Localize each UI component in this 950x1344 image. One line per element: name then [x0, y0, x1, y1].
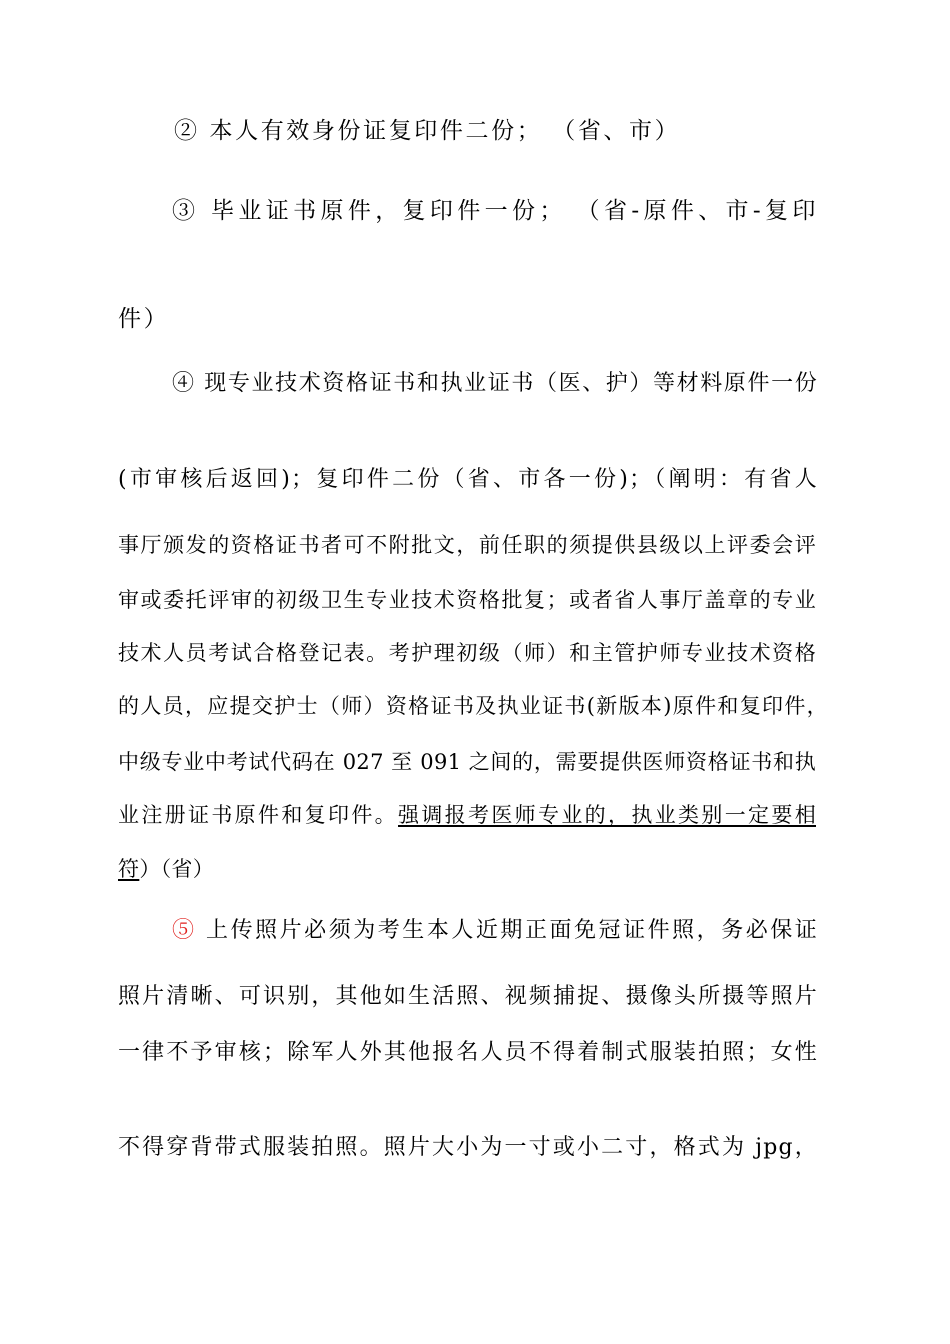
- item-2-line: [174, 116, 734, 146]
- item-5-text: 上传照片必须为考生本人近期正面免冠证件照，务必保证: [196, 918, 818, 943]
- item-5-text-4: 不得穿背带式服装拍照。照片大小为一寸或小二寸，格式为 jpg，: [118, 1135, 818, 1160]
- item-4-line-6: [118, 691, 828, 721]
- item-5-line-4: [118, 1133, 818, 1163]
- item-4-text-6: 的人员，应提交护士（师）资格证书及执业证书(新版本)原件和复印件，: [118, 694, 828, 718]
- item-4-text: ④ 现专业技术资格证书和执业证书（医、护）等材料原件一份: [172, 371, 818, 396]
- item-5-line-3: [118, 1038, 818, 1068]
- item-4-line-3: [118, 530, 816, 560]
- item-5-marker: ⑤: [172, 918, 197, 943]
- item-5-line-2: [118, 982, 818, 1012]
- item-4-text-9-plain: ）（省）: [139, 857, 215, 881]
- item-3-text: ③ 毕业证书原件，复印件一份； （省-原件、市-复印: [172, 198, 818, 224]
- item-4-line-4: [118, 585, 816, 615]
- item-4-text-2: (市审核后返回)；复印件二份（省、市各一份)；（阐明：有省人: [118, 467, 818, 492]
- item-3-line: [172, 196, 818, 226]
- item-4-line-5: [118, 638, 816, 668]
- item-4-line-9: [118, 854, 818, 884]
- item-3-continuation: [118, 304, 818, 334]
- item-4-text-9-underlined: 符: [118, 857, 140, 881]
- item-4-line: [172, 369, 818, 399]
- item-2-text: ② 本人有效身份证复印件二份； （省、市）: [174, 118, 681, 144]
- item-4-line-8: [118, 800, 816, 830]
- item-3-cont-text: 件）: [118, 306, 170, 332]
- item-5-line: [172, 916, 818, 946]
- item-5-text-3: 一律不予审核；除军人外其他报名人员不得着制式服装拍照；女性: [118, 1040, 818, 1065]
- item-4-text-8-underlined: 强调报考医师专业的，执业类别一定要相: [398, 803, 816, 827]
- item-4-text-5: 技术人员考试合格登记表。考护理初级（师）和主管护师专业技术资格: [118, 641, 816, 665]
- item-4-text-7: 中级专业中考试代码在 027 至 091 之间的，需要提供医师资格证书和执: [118, 750, 816, 774]
- item-4-line-7: [118, 747, 816, 777]
- item-4-text-4: 审或委托评审的初级卫生专业技术资格批复；或者省人事厅盖章的专业: [118, 588, 816, 612]
- item-5-text-2: 照片清晰、可识别，其他如生活照、视频捕捉、摄像头所摄等照片: [118, 984, 818, 1009]
- item-4-text-3: 事厅颁发的资格证书者可不附批文，前任职的须提供县级以上评委会评: [118, 533, 816, 557]
- item-4-text-8-plain: 业注册证书原件和复印件。: [118, 803, 399, 827]
- item-4-line-2: [118, 465, 818, 495]
